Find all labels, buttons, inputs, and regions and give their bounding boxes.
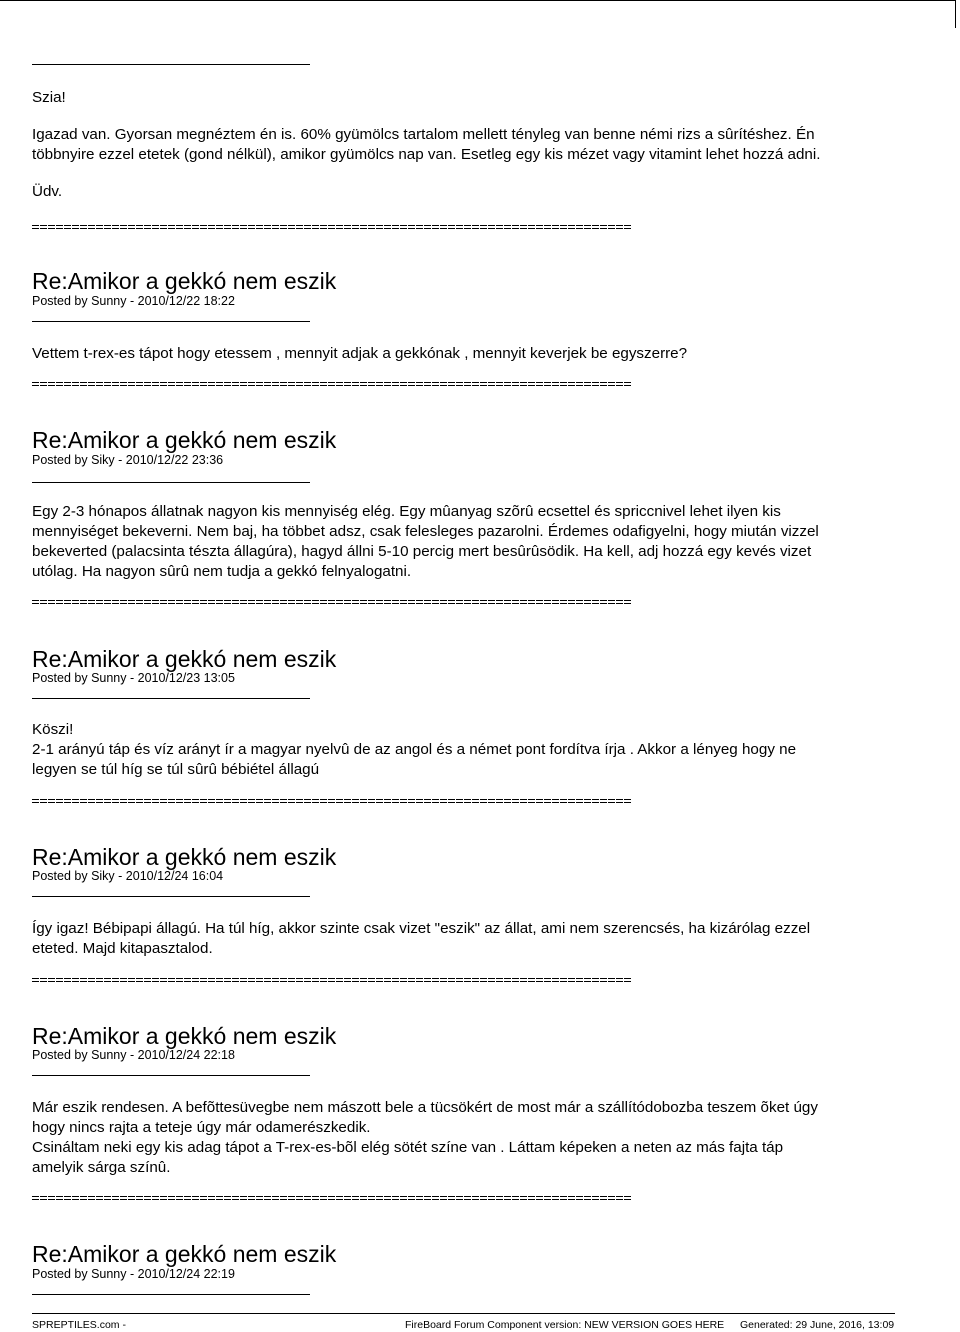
- post-separator: [32, 978, 632, 984]
- post-separator: [32, 799, 632, 805]
- post-line: Igazad van. Gyorsan megnéztem én is. 60% gyümölcs tartalom mellett tényleg van benne némi rizs a sûrítéshez. Én: [32, 126, 815, 143]
- post-body: [32, 1098, 912, 1178]
- post-line: Már eszik rendesen. A befõttesüvegbe nem mászott bele a tücsökért de most már a szállítódobozba teszem õket úgy: [32, 1099, 818, 1116]
- post-divider-line: [32, 1075, 310, 1076]
- post-title: Re:Amikor a gekkó nem eszik: [32, 646, 337, 672]
- post-separator: [32, 600, 632, 606]
- post-title: Re:Amikor a gekkó nem eszik: [32, 427, 337, 453]
- page-top-border: [0, 0, 956, 1]
- post-separator: [32, 225, 632, 231]
- post-line: utólag. Ha nagyon sûrû nem tudja a gekkó felnyalogatni.: [32, 563, 412, 580]
- post-body: [32, 125, 912, 165]
- post-separator: [32, 382, 632, 388]
- post-line: 2-1 arányú táp és víz arányt ír a magyar nyelvû de az angol és a német pont fordítva írja . Akkor a lényeg hogy ne: [32, 741, 797, 758]
- post-line: Így igaz! Bébipapi állagú. Ha túl híg, akkor szinte csak vizet "eszik" az állat, ami nem szerencsés, ha kizárólag ezzel: [32, 920, 811, 937]
- footer-site: SPREPTILES.com -: [32, 1319, 126, 1331]
- post-line: Egy 2-3 hónapos állatnak nagyon kis mennyiség elég. Egy mûanyag szõrû ecsettel és spriccnivel lehet ilyen kis: [32, 503, 781, 520]
- post-body: [32, 344, 912, 364]
- post-divider-line: [32, 482, 310, 483]
- post-divider-line: [32, 64, 310, 65]
- post-line: Vettem t-rex-es tápot hogy etessem , mennyit adjak a gekkónak , mennyit keverjek be egyszerre?: [32, 345, 688, 362]
- post-body: [32, 182, 912, 202]
- post-line: legyen se túl híg se túl sûrû bébiétel állagú: [32, 761, 320, 778]
- post-line: mennyiséget bekeverni. Nem baj, ha többet adsz, csak felesleges pazarolni. Érdemes odafigyelni, hogy miután vizzel: [32, 523, 819, 540]
- footer-generated: Generated: 29 June, 2016, 13:09: [740, 1319, 895, 1331]
- post-meta: Posted by Siky - 2010/12/22 23:36: [32, 453, 224, 467]
- post-line: bekeverted (palacsinta tészta állagúra), hagyd állni 5-10 percig mert besûrûsödik. Ha kell, adj hozzá egy kevés vizet: [32, 543, 812, 560]
- post-divider-line: [32, 321, 310, 322]
- post-line: amelyik sárga színû.: [32, 1159, 171, 1176]
- post-line: hogy nincs rajta a teteje úgy már odamerészkedik.: [32, 1119, 371, 1136]
- post-title: Re:Amikor a gekkó nem eszik: [32, 844, 337, 870]
- post-line: többnyire ezzel etetek (gond nélkül), amikor gyümölcs nap van. Esetleg egy kis mézet vagy vitamint lehet hozzá adni.: [32, 146, 821, 163]
- post-greeting: Szia!: [32, 89, 66, 106]
- post-divider-line: [32, 698, 310, 699]
- post-meta: Posted by Siky - 2010/12/24 16:04: [32, 869, 224, 883]
- post-title: Re:Amikor a gekkó nem eszik: [32, 268, 337, 294]
- post-title: Re:Amikor a gekkó nem eszik: [32, 1023, 337, 1049]
- footer-rule: [32, 1313, 895, 1314]
- post-meta: Posted by Sunny - 2010/12/24 22:19: [32, 1267, 235, 1281]
- post-body: [32, 720, 912, 780]
- post-divider-line: [32, 1294, 310, 1295]
- post-line: Köszi!: [32, 721, 74, 738]
- page-footer: [0, 1316, 960, 1332]
- post-body: [32, 88, 912, 108]
- post-meta: Posted by Sunny - 2010/12/22 18:22: [32, 294, 235, 308]
- footer-component: FireBoard Forum Component version: NEW VERSION GOES HERE: [405, 1319, 725, 1331]
- post-body: [32, 502, 912, 582]
- page-right-border: [955, 0, 956, 28]
- post-meta: Posted by Sunny - 2010/12/23 13:05: [32, 671, 235, 685]
- post-meta: Posted by Sunny - 2010/12/24 22:18: [32, 1048, 235, 1062]
- post-line: Csináltam neki egy kis adag tápot a T-rex-es-bõl elég sötét színe van . Láttam képeken a neten az más fajta táp: [32, 1139, 784, 1156]
- post-line: eteted. Majd kitapasztalod.: [32, 940, 213, 957]
- post-title: Re:Amikor a gekkó nem eszik: [32, 1241, 337, 1267]
- post-closing: Üdv.: [32, 183, 63, 200]
- post-divider-line: [32, 896, 310, 897]
- post-body: [32, 919, 912, 959]
- post-separator: [32, 1196, 632, 1202]
